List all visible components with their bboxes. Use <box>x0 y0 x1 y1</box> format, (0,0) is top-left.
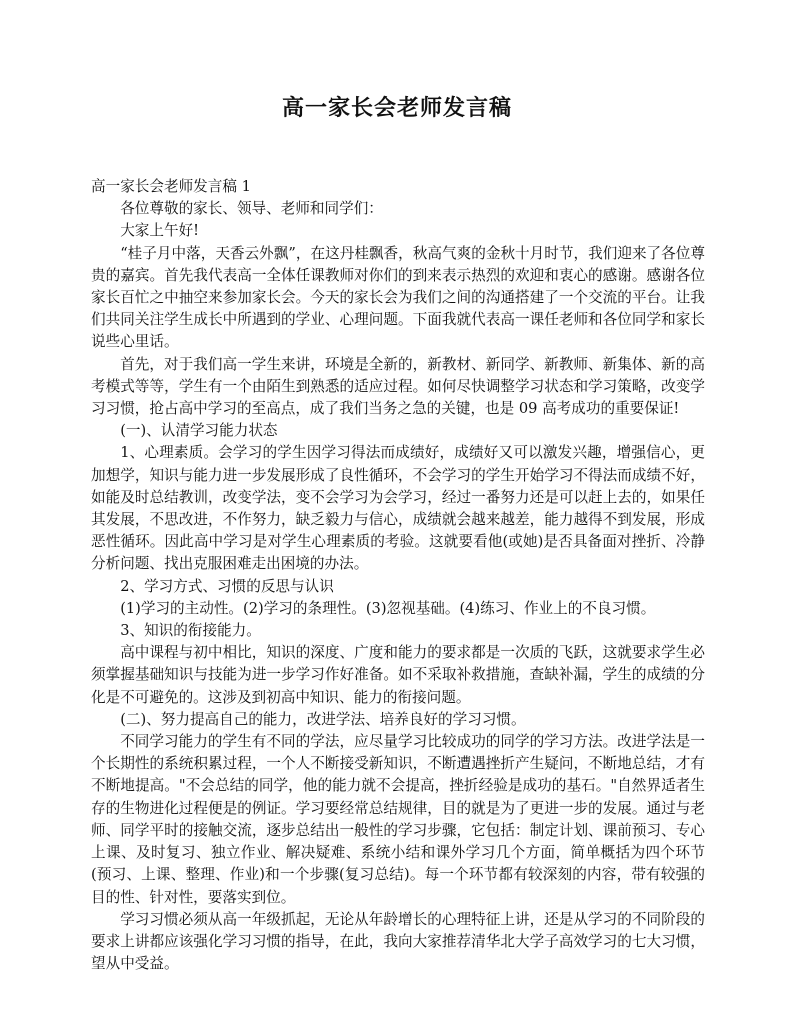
paragraph-methods: 不同学习能力的学生有不同的学法，应尽量学习比较成功的同学的学习方法。改进学法是一个长期性的系统积累过程，一个人不断接受新知识，不断遭遇挫折产生疑问，不断地总结，才有不断地提高。"不会总结的同学，他的能力就不会提高，挫折经验是成功的基石。"自然界适者生存的生物进化过程便是的例证。学习要经常总结规律，目的就是为了更进一步的发展。通过与老师、同学平时的接触交流，逐步总结出一般性的学习步骤，它包括：制定计划、课前预习、专心上课、及时复习、独立作业、解决疑难、系统小结和课外学习几个方面，简单概括为四个环节(预习、上课、整理、作业)和一个步骤(复习总结)。每一个环节都有较深刻的内容，带有较强的目的性、针对性，要落实到位。 <box>91 733 705 906</box>
greeting: 大家上午好! <box>120 222 200 240</box>
section-heading-1: (一)、认清学习能力状态 <box>120 422 278 440</box>
paragraph-closing: 学习习惯必须从高一年级抓起，无论从年龄增长的心理特征上讲，还是从学习的不同阶段的要求上讲都应该强化学习习惯的指导，在此，我向大家推荐清华北大学子高效学习的七大习惯，望从中受益。 <box>91 910 705 973</box>
document-body <box>91 176 705 975</box>
item-heading-3: 3、知识的衔接能力。 <box>120 622 261 640</box>
paragraph-transition: 高中课程与初中相比，知识的深度、广度和能力的要求都是一次质的飞跃，这就要求学生必须掌握基础知识与技能为进一步学习作好准备。如不采取补救措施，查缺补漏，学生的成绩的分化是不可避免的。这涉及到初高中知识、能力的衔接问题。 <box>91 644 705 706</box>
salutation: 各位尊敬的家长、领导、老师和同学们： <box>120 200 383 218</box>
subtitle: 高一家长会老师发言稿 1 <box>91 178 251 195</box>
section-heading-2: (二)、努力提高自己的能力，改进学法、培养良好的学习习惯。 <box>120 710 526 728</box>
paragraph-habits-list: (1)学习的主动性。(2)学习的条理性。(3)忽视基础。(4)练习、作业上的不良习惯。 <box>120 599 656 617</box>
paragraph-intro: “桂子月中落，天香云外飘”，在这丹桂飘香，秋高气爽的金秋十月时节，我们迎来了各位尊贵的嘉宾。首先我代表高一全体任课教师对你们的到来表示热烈的欢迎和衷心的感谢。感谢各位家长百忙之中抽空来参加家长会。今天的家长会为我们之间的沟通搭建了一个交流的平台。让我们共同关注学生成长中所遇到的学业、心理问题。下面我就代表高一课任老师和各位同学和家长说些心里话。 <box>91 244 705 351</box>
document-title: 高一家长会老师发言稿 <box>281 95 512 121</box>
paragraph-first: 首先，对于我们高一学生来讲，环境是全新的，新教材、新同学、新教师、新集体、新的高考模式等等，学生有一个由陌生到熟悉的适应过程。如何尽快调整学习状态和学习策略，改变学习习惯，抢占高中学习的至高点，成了我们当务之急的关键，也是 09 高考成功的重要保证! <box>91 355 705 418</box>
paragraph-psychology: 1、心理素质。会学习的学生因学习得法而成绩好，成绩好又可以激发兴趣，增强信心，更加想学，知识与能力进一步发展形成了良性循环，不会学习的学生开始学习不得法而成绩不好，如能及时总结教训，改变学法，变不会学习为会学习，经过一番努力还是可以赶上去的，如果任其发展，不思改进，不作努力，缺乏毅力与信心，成绩就会越来越差，能力越得不到发展，形成恶性循环。因此高中学习是对学生心理素质的考验。这就要看他(或她)是否具备面对挫折、冷静分析问题、找出克服困难走出困境的办法。 <box>91 444 705 573</box>
item-heading-2: 2、学习方式、习惯的反思与认识 <box>120 577 334 595</box>
